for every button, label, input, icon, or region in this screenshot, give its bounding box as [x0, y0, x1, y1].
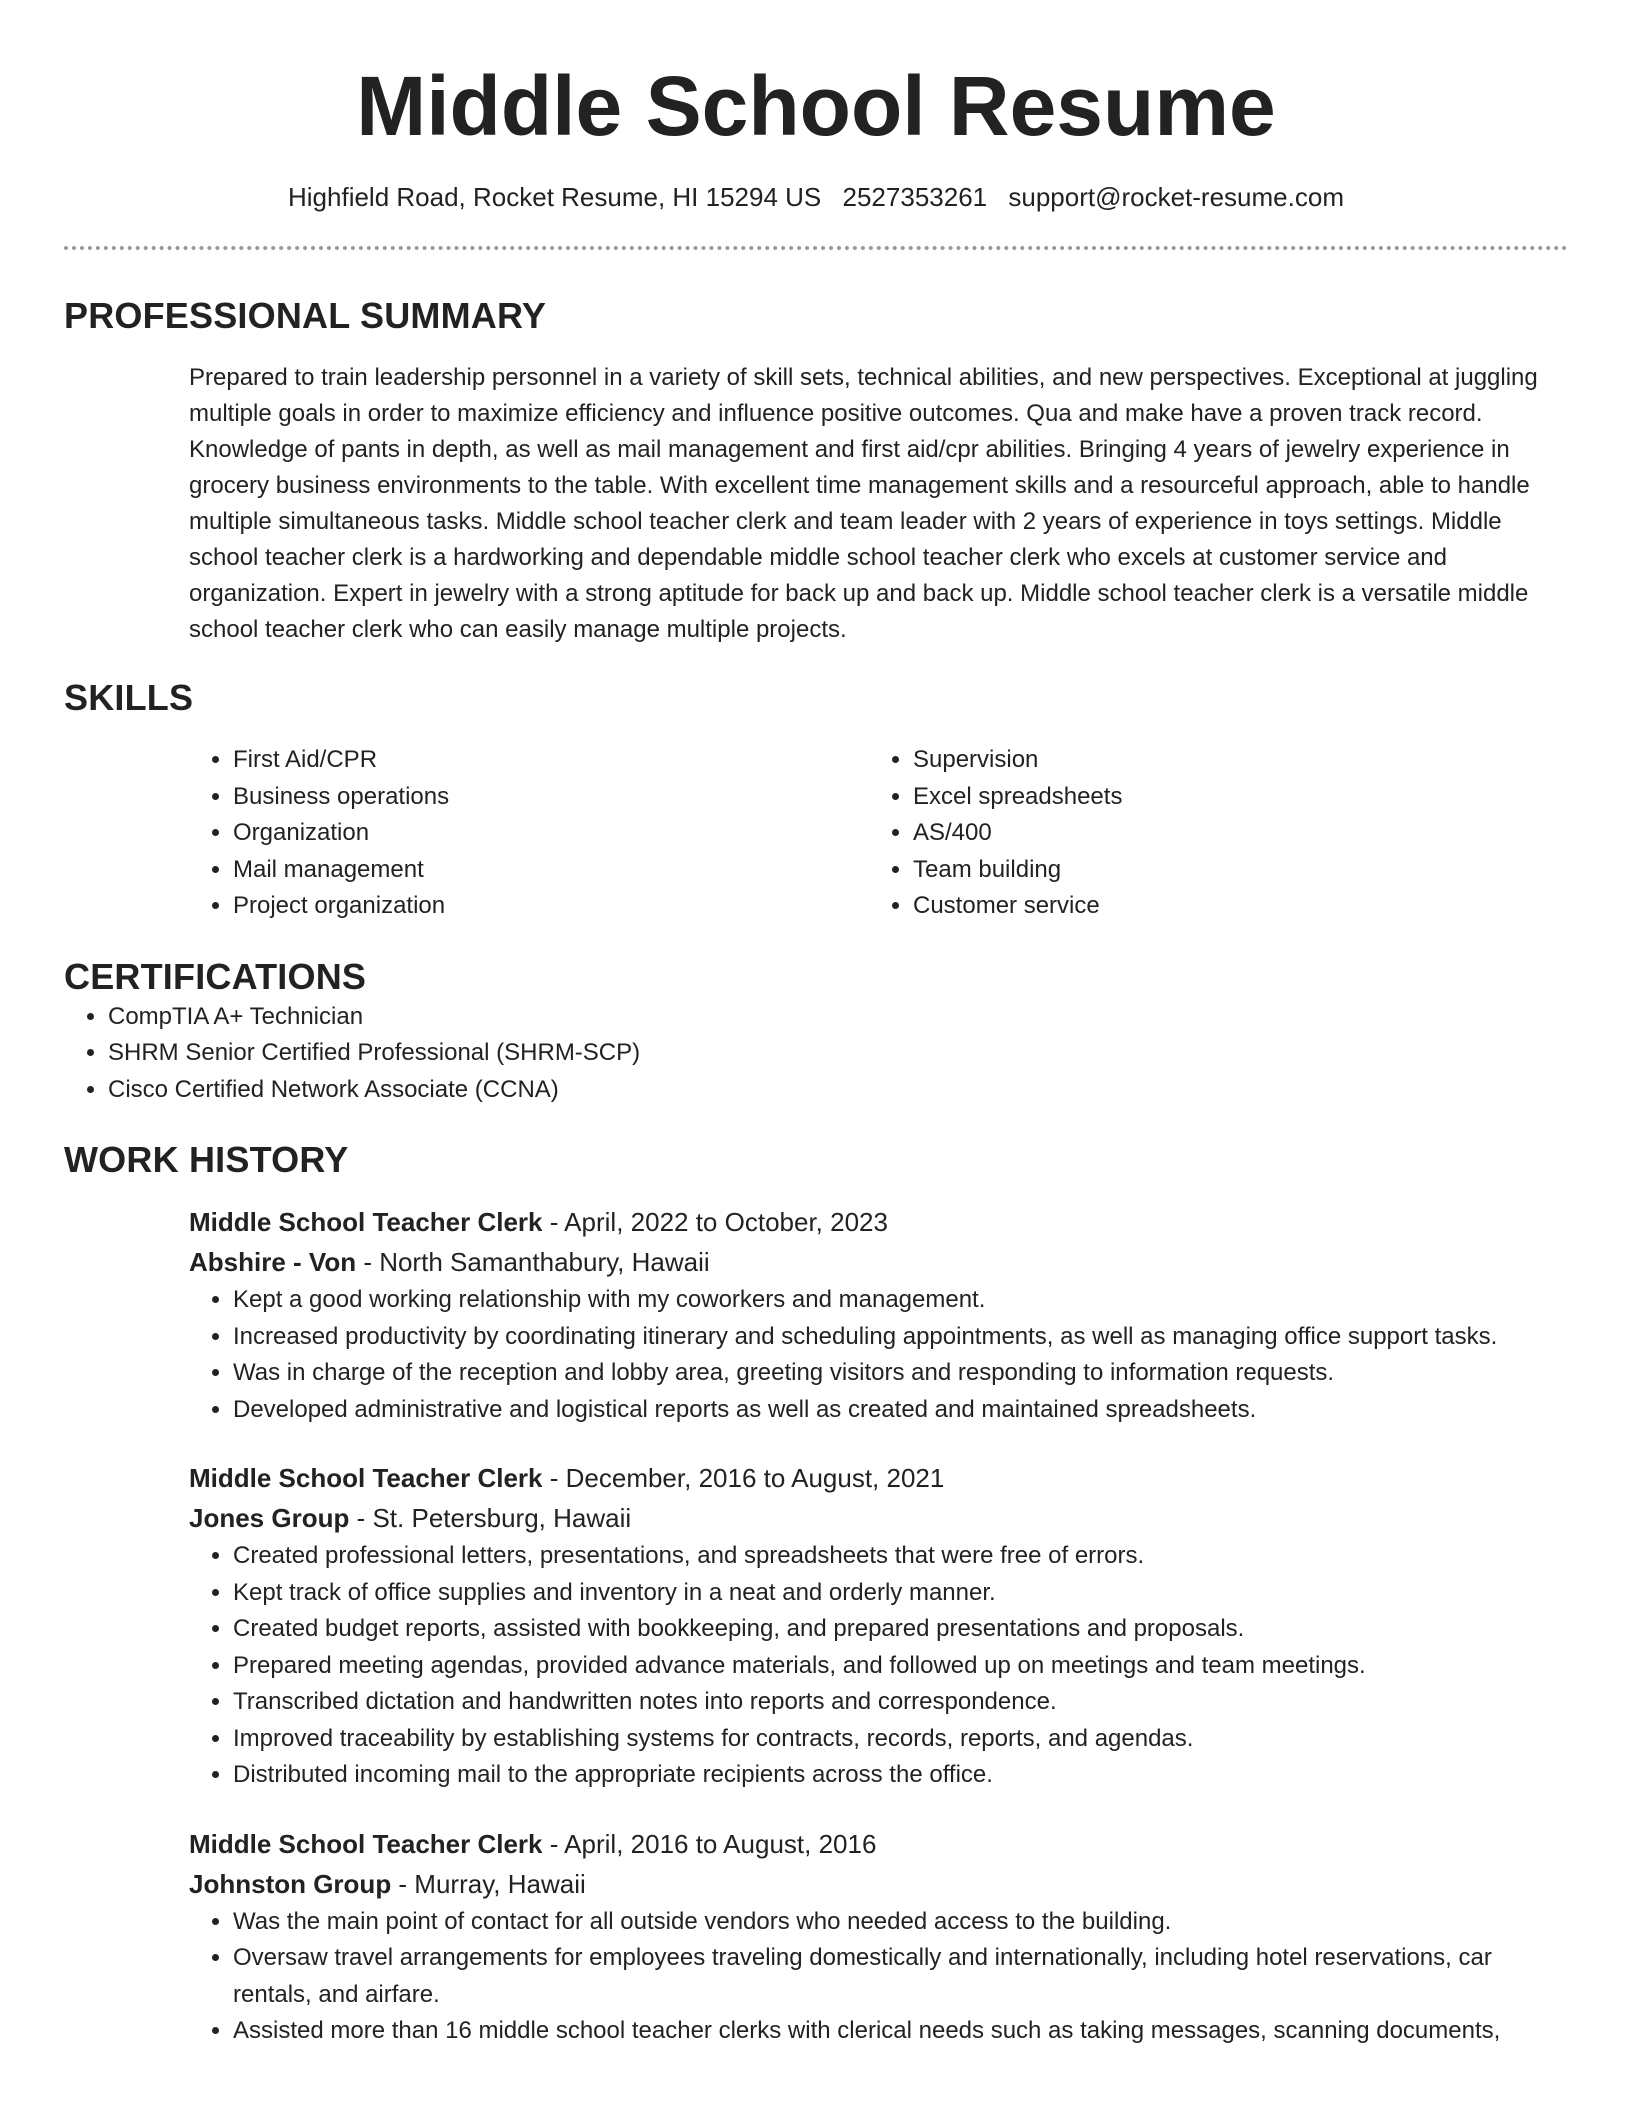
section-title-work-history: WORK HISTORY — [64, 1139, 349, 1180]
section-title-skills: SKILLS — [64, 677, 194, 718]
section-title-certifications: CERTIFICATIONS — [64, 955, 367, 997]
skill-item: • Supervision — [913, 742, 1549, 779]
job-bullet: • Oversaw travel arrangements for employees traveling domestically and internationally, including hotel reservations, car rentals, and airfare. — [233, 1940, 1568, 2013]
job-bullet-list — [189, 1282, 1568, 1428]
job-company-line — [189, 1498, 1568, 1538]
skill-item: • Team building — [913, 852, 1549, 889]
skill-item: • Excel spreadsheets — [913, 779, 1549, 816]
job-bullet: • Kept a good working relationship with my coworkers and management. — [233, 1282, 1568, 1319]
job-company-line — [189, 1864, 1568, 1904]
job-entry — [189, 1458, 1568, 1794]
contact-phone: 2527353261 — [842, 182, 988, 212]
job-dates: - December, 2016 to August, 2021 — [542, 1463, 945, 1493]
skills-list-right — [869, 742, 1549, 925]
job-bullet: • Developed administrative and logistical reports as well as created and maintained spreadsheets. — [233, 1392, 1568, 1429]
certifications-list — [64, 999, 1568, 1109]
job-bullet: • Transcribed dictation and handwritten notes into reports and correspondence. — [233, 1684, 1568, 1721]
skill-item: • Organization — [233, 815, 869, 852]
header-divider — [64, 246, 1568, 250]
job-bullet: • Prepared meeting agendas, provided advance materials, and followed up on meetings and team meetings. — [233, 1648, 1568, 1685]
job-company: Abshire - Von — [189, 1247, 357, 1277]
job-dates: - April, 2022 to October, 2023 — [542, 1207, 888, 1237]
job-role: Middle School Teacher Clerk — [189, 1828, 543, 1859]
job-bullet: • Increased productivity by coordinating itinerary and scheduling appointments, as well as managing office support tasks. — [233, 1319, 1568, 1356]
job-bullet: • Created budget reports, assisted with bookkeeping, and prepared presentations and proposals. — [233, 1611, 1568, 1648]
job-location: - Murray, Hawaii — [391, 1868, 586, 1899]
job-title-line — [189, 1824, 1568, 1864]
job-role: Middle School Teacher Clerk — [189, 1463, 543, 1493]
job-role: Middle School Teacher Clerk — [189, 1207, 543, 1237]
job-dates: - April, 2016 to August, 2016 — [542, 1828, 877, 1859]
skill-item: • AS/400 — [913, 815, 1549, 852]
resume-title: Middle School Resume — [356, 59, 1276, 153]
skill-item: • First Aid/CPR — [233, 742, 869, 779]
certification-item: • Cisco Certified Network Associate (CCNA) — [108, 1072, 1568, 1109]
section-title-summary: PROFESSIONAL SUMMARY — [64, 295, 547, 336]
job-company: Johnston Group — [189, 1868, 392, 1899]
job-location: - North Samanthabury, Hawaii — [356, 1247, 710, 1277]
skills-column-right — [869, 742, 1549, 925]
job-bullet: • Assisted more than 16 middle school teacher clerks with clerical needs such as taking messages, scanning documents, — [233, 2013, 1568, 2050]
job-company-line — [189, 1242, 1568, 1282]
skills-grid — [189, 742, 1568, 925]
certification-item: • CompTIA A+ Technician — [108, 999, 1568, 1036]
job-bullet: • Was the main point of contact for all outside vendors who needed access to the building. — [233, 1904, 1568, 1941]
skill-item: • Customer service — [913, 888, 1549, 925]
job-company: Jones Group — [189, 1503, 350, 1533]
contact-address: Highfield Road, Rocket Resume, HI 15294 US — [288, 182, 822, 212]
job-location: - St. Petersburg, Hawaii — [349, 1503, 632, 1533]
summary-text: Prepared to train leadership personnel in a variety of skill sets, technical abilities, and new perspectives. Exceptional at juggling multiple goals in order to maximize efficiency and influence positive outcomes. Qua and make have a proven track record. Knowledge of pants in depth, as well as mail management and first aid/cpr abilities. Bringing 4 years of jewelry experience in grocery business environments to the table. With excellent time management skills and a resourceful approach, able to handle multiple simultaneous tasks. Middle school teacher clerk and team leader with 2 years of experience in toys settings. Middle school teacher clerk is a hardworking and dependable middle school teacher clerk who excels at customer service and organization. Expert in jewelry with a strong aptitude for back up and back up. Middle school teacher clerk is a versatile middle school teacher clerk who can easily manage multiple projects. — [189, 364, 1538, 643]
skills-column-left — [189, 742, 869, 925]
skill-item: • Business operations — [233, 779, 869, 816]
certification-item: • SHRM Senior Certified Professional (SHRM-SCP) — [108, 1035, 1568, 1072]
job-entry — [189, 1202, 1568, 1428]
job-entry — [189, 1824, 1568, 2050]
job-bullet-list — [189, 1538, 1568, 1794]
job-bullet: • Improved traceability by establishing systems for contracts, records, reports, and agendas. — [233, 1721, 1568, 1758]
skill-item: • Mail management — [233, 852, 869, 889]
job-title-line — [189, 1458, 1568, 1498]
job-bullet: • Distributed incoming mail to the appropriate recipients across the office. — [233, 1757, 1568, 1794]
job-bullet-list — [189, 1904, 1568, 2050]
contact-line — [64, 180, 1568, 214]
job-bullet: • Kept track of office supplies and inventory in a neat and orderly manner. — [233, 1575, 1568, 1612]
job-bullet: • Was in charge of the reception and lobby area, greeting visitors and responding to information requests. — [233, 1355, 1568, 1392]
skills-list-left — [189, 742, 869, 925]
job-bullet: • Created professional letters, presentations, and spreadsheets that were free of errors. — [233, 1538, 1568, 1575]
job-title-line — [189, 1202, 1568, 1242]
skill-item: • Project organization — [233, 888, 869, 925]
contact-email: support@rocket-resume.com — [1008, 182, 1344, 212]
